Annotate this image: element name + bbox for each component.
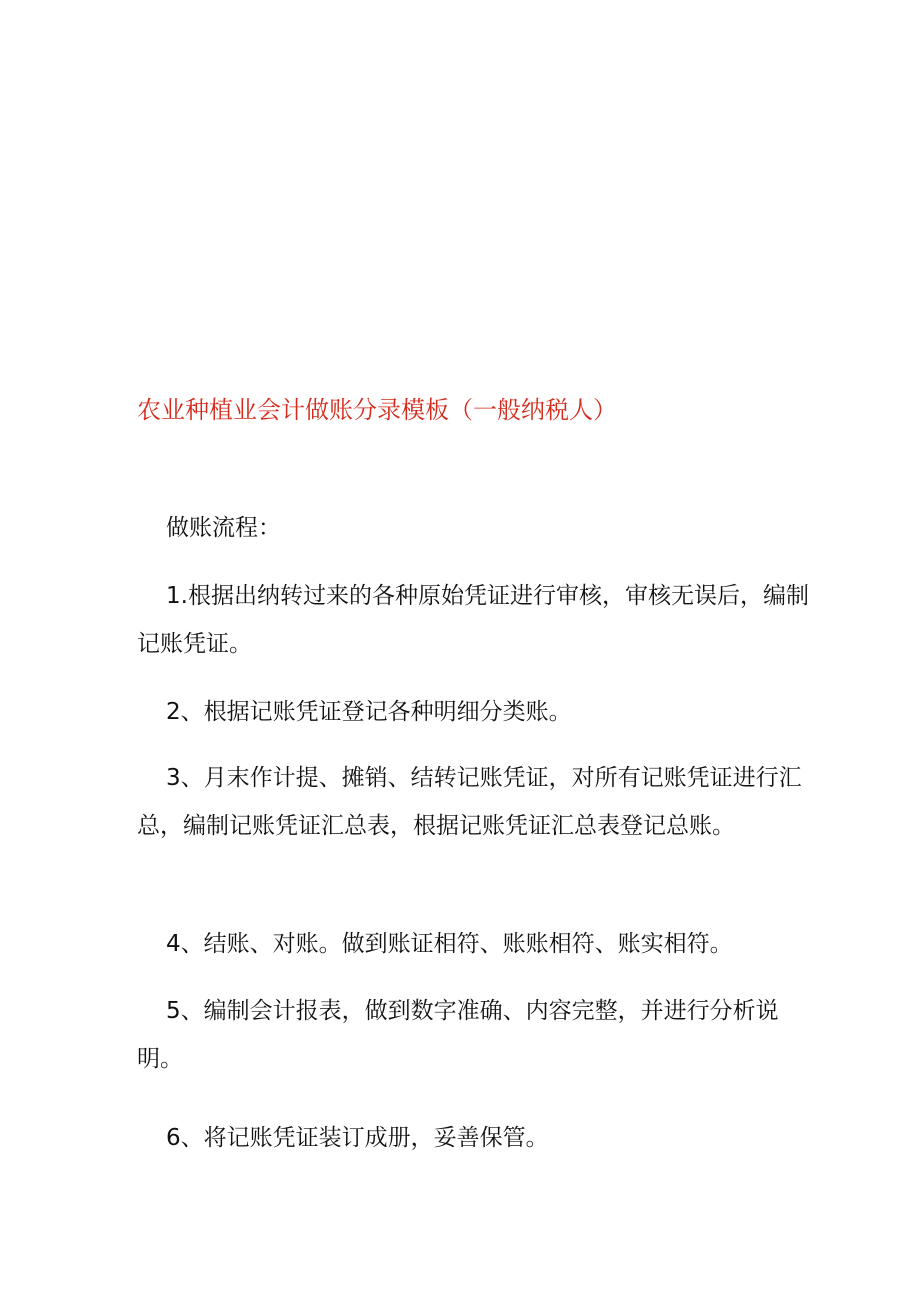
process-heading: 做账流程： <box>166 515 281 541</box>
document-title: 农业种植业会计做账分录模板（一般纳税人） <box>137 396 617 424</box>
step-5: 5、编制会计报表，做到数字准确、内容完整，并进行分析说明。 <box>137 998 779 1072</box>
step-3: 3、月末作计提、摊销、结转记账凭证，对所有记账凭证进行汇总，编制记账凭证汇总表，根据记账凭证汇总表登记总账。 <box>137 765 802 839</box>
step-6: 6、将记账凭证装订成册，妥善保管。 <box>166 1125 549 1151</box>
step-4: 4、结账、对账。做到账证相符、账账相符、账实相符。 <box>166 931 733 957</box>
step-2: 2、根据记账凭证登记各种明细分类账。 <box>166 699 572 725</box>
step-1: 1.根据出纳转过来的各种原始凭证进行审核，审核无误后，编制记账凭证。 <box>137 583 809 657</box>
